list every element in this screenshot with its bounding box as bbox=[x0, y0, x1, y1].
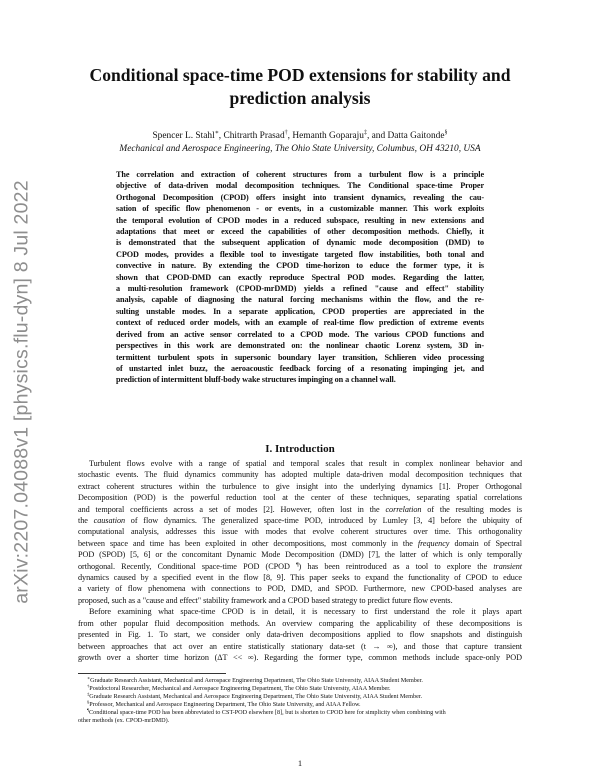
emphasis-text: causation bbox=[93, 516, 126, 526]
footnote-text: Graduate Research Assistant, Mechanical and Aerospace Engineering Department, The Ohio State University, AIAA Student Member. bbox=[89, 693, 423, 701]
emphasis-text: frequency bbox=[417, 538, 450, 548]
abstract-line: analysis, capable of diagnosing the natural forcing mechanisms within the flow, and the re- bbox=[116, 295, 484, 305]
body-text: domain of Spectral bbox=[449, 538, 522, 548]
paper-title bbox=[60, 64, 540, 110]
footnotes bbox=[78, 677, 522, 726]
body-text: orthogonal. Recently, Conditional space-time POD (CPOD bbox=[78, 561, 297, 571]
author-names bbox=[60, 130, 540, 142]
abstract-line: the temporal evolution of CPOD modes in a reduced subspace, resulting in new extensions and bbox=[116, 215, 484, 225]
footnote-mark: † bbox=[87, 683, 90, 689]
abstract-line: context of reduced order models, with an example of real-time flow prediction of extreme events bbox=[116, 318, 484, 328]
body-line: dynamics caused by a specified event in the flow [8, 9]. This paper seeks to expand the functionality of CPOD to educe bbox=[78, 573, 522, 583]
footnote-mark: ∗ bbox=[87, 675, 91, 681]
abstract-line: convective in nature. By extending the CPOD time-horizon to educe the former type, it is bbox=[116, 261, 484, 271]
arxiv-identifier[interactable]: arXiv:2207.04088v1 [physics.flu-dyn] 8 Jul 2022 bbox=[10, 180, 33, 604]
abstract bbox=[116, 169, 484, 386]
abstract-line: prediction of intermittent bluff-body wake structures impinging on a channel wall. bbox=[116, 375, 396, 385]
author-footnote-mark: ‡ bbox=[363, 130, 367, 136]
abstract-line: termittent turbulent spots in supersonic boundary layer transition, Schlieren video processing bbox=[116, 352, 484, 362]
abstract-line: perspectives in this work are demonstrated on: the nonlinear chaotic Lorenz system, 3D in- bbox=[116, 341, 484, 351]
body-line: extract coherent structures within the turbulence to give insight into the underlying dynamics [1]. Proper Orthogonal bbox=[78, 481, 522, 491]
author-footnote-mark: § bbox=[444, 130, 448, 136]
affiliation: Mechanical and Aerospace Engineering, The Ohio State University, Columbus, OH 43210, USA bbox=[119, 144, 481, 154]
introduction-body bbox=[78, 458, 522, 663]
body-line: between approaches that act over an entire statistically stationary data-set (t → ∞), and those that capture transient bbox=[78, 641, 522, 651]
author-name: , Hemanth Goparaju bbox=[287, 131, 364, 141]
body-line bbox=[78, 561, 522, 572]
emphasis-text: transient bbox=[493, 561, 522, 571]
emphasis-text: correlation bbox=[385, 504, 422, 514]
body-text: the bbox=[78, 516, 94, 526]
body-line: Decomposition (POD) is the powerful reduction tool at the center of these techniques, separating spatial correlations bbox=[78, 493, 522, 503]
abstract-line: a multi-resolution framework (CPOD-mrDMD) yields a refined "cause and effect" stability bbox=[116, 284, 484, 294]
footnote-mark: § bbox=[87, 699, 90, 705]
abstract-line: Orthogonal Decomposition (CPOD) offers insight into transient dynamics, revealing the cau- bbox=[116, 192, 484, 202]
footnote-mark: ‡ bbox=[87, 691, 90, 697]
body-text: and temporal coefficients across a set of modes [2]. However, often lost in the bbox=[78, 504, 386, 514]
abstract-line: is demonstrated that the subsequent application of dynamic mode decomposition (DMD) to bbox=[116, 238, 484, 248]
author-block bbox=[60, 130, 540, 155]
abstract-line: objective of data-driven modal decomposition techniques. The Conditional space-time Proper bbox=[116, 181, 484, 191]
footnote-text: Professor, Mechanical and Aerospace Engineering Department, The Ohio State University, and AIAA Fellow. bbox=[89, 701, 361, 709]
author-name: , and Datta Gaitonde bbox=[366, 131, 445, 141]
abstract-line: The correlation and extraction of coherent structures from a turbulent flow is a principle bbox=[116, 170, 484, 179]
footnote-mark: ¶ bbox=[87, 707, 90, 713]
footnote-text: Conditional space-time POD has been abbreviated to CST-POD elsewhere [8], but is shorten to CPOD here for simplicity when combining with bbox=[89, 709, 446, 717]
footnote bbox=[78, 677, 522, 685]
author-name: Spencer L. Stahl bbox=[152, 131, 215, 141]
abstract-line: shown that CPOD-DMD can exactly reproduce Spectral POD modes. Regarding the latter, bbox=[116, 272, 484, 282]
body-line bbox=[78, 515, 522, 526]
body-line: presented in Fig. 1. To start, we consider only data-driven decompositions applied to flow snapshots and distinguish bbox=[78, 630, 522, 640]
body-line: a variety of flow phenomena with connections to POD, DMD, and SPOD. Furthermore, new CPOD-based analyses are bbox=[78, 584, 522, 594]
body-line: growth over a shorter time horizon (ΔT << ∞). Regarding the former type, common methods include space-only POD bbox=[78, 652, 522, 662]
abstract-line: derived from an active sensor correlated to a CPOD mode. The various CPOD functions and bbox=[116, 329, 484, 339]
body-text: ) has been reintroduced as a tool to explore the bbox=[298, 561, 494, 571]
body-line bbox=[78, 538, 522, 549]
body-line: Turbulent flows evolve with a range of spatial and temporal scales that result in complex nonlinear behavior and bbox=[89, 459, 522, 468]
page-number: 1 bbox=[297, 758, 303, 768]
body-text: between space and time has been exploited in other decompositions, most commonly in the bbox=[78, 538, 418, 548]
body-line: proposed, such as a "cause and effect" stability framework and a CPOD based strategy to predict future flow events. bbox=[78, 595, 453, 605]
body-line: from other popular fluid decomposition methods. An overview comparing the applicability of these decompositions is bbox=[78, 618, 522, 628]
body-text: of flow dynamics. The generalized space-time POD, introduced by Lumley [3, 4] before the ubiquity of bbox=[125, 516, 522, 526]
abstract-line: sation of specific flow phenomenon - or events, in a customizable manner. This work exploits bbox=[116, 204, 484, 214]
body-line bbox=[78, 504, 522, 515]
footnote bbox=[78, 685, 522, 693]
footnote bbox=[78, 709, 522, 717]
author-footnote-mark: ∗ bbox=[214, 130, 219, 136]
abstract-line: of unstarted inlet buzz, the aeroacoustic feedback forcing of a resonating impinging jet, and bbox=[116, 363, 484, 373]
title-line: prediction analysis bbox=[229, 88, 371, 108]
abstract-line: CPOD modes, provides a flexible tool to investigate targeted flow instabilities, both tonal and bbox=[116, 249, 484, 259]
footnote-text: Graduate Research Assistant, Mechanical and Aerospace Engineering Department, The Ohio State University, AIAA Student Member. bbox=[90, 677, 423, 684]
footnote-mark[interactable]: ¶ bbox=[296, 561, 299, 568]
section-heading: I. Introduction bbox=[265, 443, 335, 455]
footnote-text: Postdoctoral Researcher, Mechanical and Aerospace Engineering Department, The Ohio State University, AIAA Member. bbox=[89, 685, 391, 693]
abstract-line: adaptations that meet or exceed the capabilities of other decomposition methods. Chiefly, it bbox=[116, 227, 484, 237]
body-line: stochastic events. The fluid dynamics community has adopted multiple data-driven modal decomposition techniques that bbox=[78, 470, 522, 480]
author-footnote-mark: † bbox=[284, 130, 288, 136]
body-text: of the resulting modes is bbox=[421, 504, 522, 514]
body-line: POD (SPOD) [5, 6] or the concomitant Dynamic Mode Decomposition (DMD) [7], the latter of which is only temporally bbox=[78, 550, 522, 560]
body-line: Before examining what space-time CPOD is in detail, it is necessary to first understand the role it plays apart bbox=[89, 607, 522, 617]
abstract-line: sulting unstable modes. In a separate application, CPOD properties are appreciated in the bbox=[116, 306, 484, 316]
author-name: , Chitrarth Prasad bbox=[218, 131, 285, 141]
body-line: computational analysis, addresses this issue with modes that evolve coherent structures over time. This orthogonality bbox=[78, 527, 522, 537]
title-line: Conditional space-time POD extensions for stability and bbox=[89, 65, 511, 85]
footnote-continuation: other methods (ex. CPOD-mrDMD). bbox=[78, 717, 170, 725]
footnote-rule bbox=[78, 673, 226, 674]
